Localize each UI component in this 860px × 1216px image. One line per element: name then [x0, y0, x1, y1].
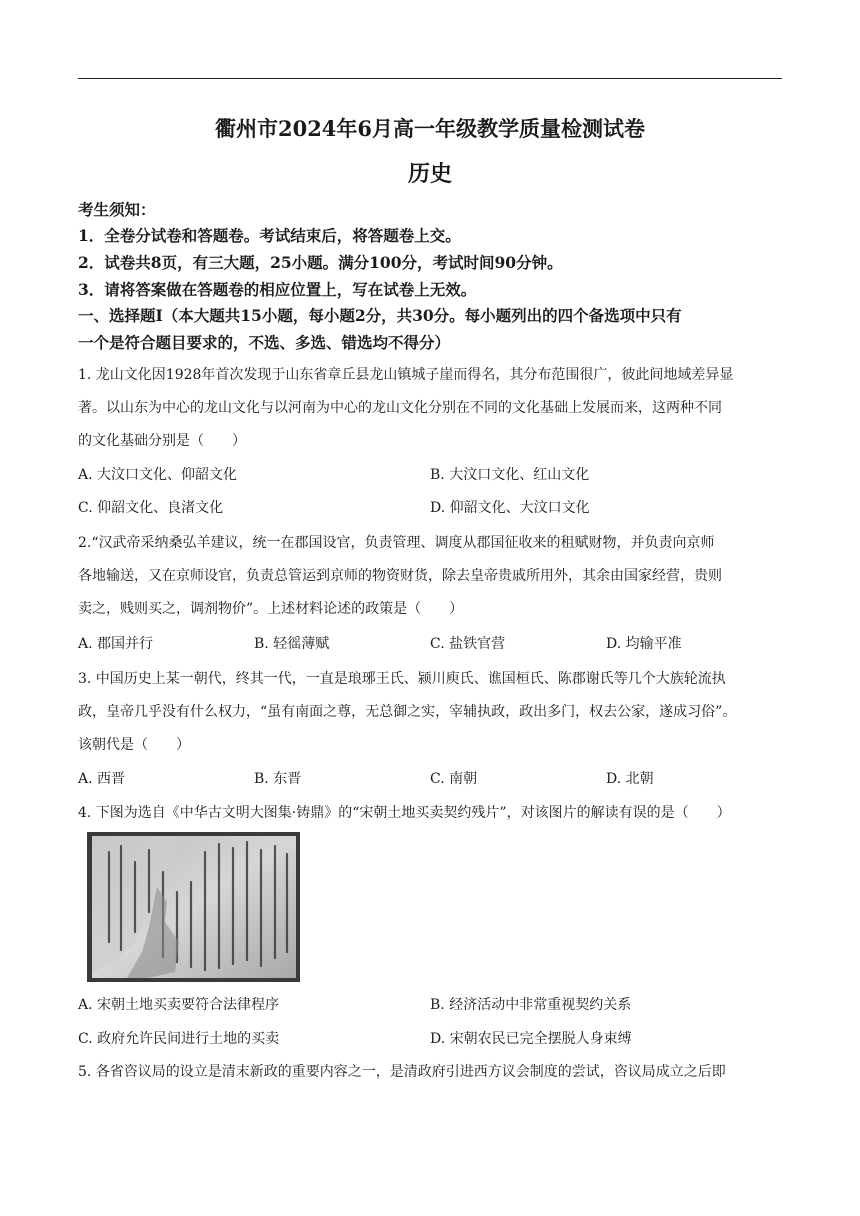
- question-3-text: 3. 中国历史上某一朝代，终其一代，一直是琅琊王氏、颍川庾氏、谯国桓氏、陈郡谢氏等几个大族轮流执: [78, 671, 726, 687]
- question-4-text: 4. 下图为选自《中华古文明大图集·铸鼎》的“宋朝土地买卖契约残片”，对该图片的解读有误的是（ ）: [78, 805, 731, 821]
- question-4-option-d[interactable]: D. 宋朝农民已完全摆脱人身束缚: [430, 1031, 632, 1047]
- question-2-option-c[interactable]: C. 盐铁官营: [430, 636, 506, 652]
- question-4-option-a[interactable]: A. 宋朝土地买卖要符合法律程序: [78, 997, 280, 1013]
- section-heading: 一、选择题Ⅰ（本大题共15小题，每小题2分，共30分。每小题列出的四个备选项中只有: [78, 306, 682, 325]
- question-2-option-a[interactable]: A. 郡国并行: [78, 636, 154, 652]
- subject-title: 历史: [407, 161, 452, 187]
- notice-item: 3．请将答案做在答题卷的相应位置上，写在试卷上无效。: [78, 280, 477, 299]
- question-5-text: 5. 各省咨议局的设立是清末新政的重要内容之一，是清政府引进西方议会制度的尝试，咨议局成立之后即: [78, 1064, 726, 1080]
- question-4-option-b[interactable]: B. 经济活动中非常重视契约关系: [430, 997, 632, 1013]
- question-3-option-c[interactable]: C. 南朝: [430, 771, 478, 787]
- exam-title: 衢州市2024年6月高一年级教学质量检测试卷: [214, 116, 646, 141]
- question-2-option-d[interactable]: D. 均输平准: [606, 636, 682, 652]
- question-3-option-d[interactable]: D. 北朝: [606, 771, 654, 787]
- question-1-option-b[interactable]: B. 大汶口文化、红山文化: [430, 467, 590, 483]
- header-rule: [78, 78, 782, 79]
- question-2-option-b[interactable]: B. 轻徭薄赋: [254, 636, 330, 652]
- question-1-text: 1. 龙山文化因1928年首次发现于山东省章丘县龙山镇城子崖而得名，其分布范围很广，彼此间地域差异显: [78, 367, 734, 383]
- contract-fragment-image: [87, 832, 300, 982]
- question-1-text: 著。以山东为中心的龙山文化与以河南为中心的龙山文化分别在不同的文化基础上发展而来，这两种不同: [78, 400, 722, 416]
- question-3-option-b[interactable]: B. 东晋: [254, 771, 302, 787]
- question-4-option-c[interactable]: C. 政府允许民间进行土地的买卖: [78, 1031, 280, 1047]
- question-3-text: 政，皇帝几乎没有什么权力，“虽有南面之尊，无总御之实，宰辅执政，政出多门，权去公家，遂成习俗”。: [78, 704, 737, 720]
- question-1-option-d[interactable]: D. 仰韶文化、大汶口文化: [430, 500, 590, 516]
- question-2-text: 2.“汉武帝采纳桑弘羊建议，统一在郡国设官，负责管理、调度从郡国征收来的租赋财物，并负责向京师: [78, 535, 715, 551]
- question-1-text: 的文化基础分别是（ ）: [78, 433, 246, 449]
- question-2-text: 各地输送，又在京师设官，负责总管运到京师的物资财货，除去皇帝贵戚所用外，其余由国家经营，贵则: [78, 568, 722, 584]
- section-heading: 一个是符合题目要求的，不选、多选、错选均不得分）: [78, 333, 451, 352]
- question-3-option-a[interactable]: A. 西晋: [78, 771, 126, 787]
- question-2-text: 卖之，贱则买之，调剂物价”。上述材料论述的政策是（ ）: [78, 601, 464, 617]
- notice-item: 1．全卷分试卷和答题卷。考试结束后，将答题卷上交。: [78, 226, 461, 245]
- question-1-option-a[interactable]: A. 大汶口文化、仰韶文化: [78, 467, 238, 483]
- notice-heading: 考生须知：: [78, 200, 156, 219]
- question-3-text: 该朝代是（ ）: [78, 737, 190, 753]
- question-1-option-c[interactable]: C. 仰韶文化、良渚文化: [78, 500, 224, 516]
- notice-item: 2．试卷共8页，有三大题，25小题。满分100分，考试时间90分钟。: [78, 253, 563, 272]
